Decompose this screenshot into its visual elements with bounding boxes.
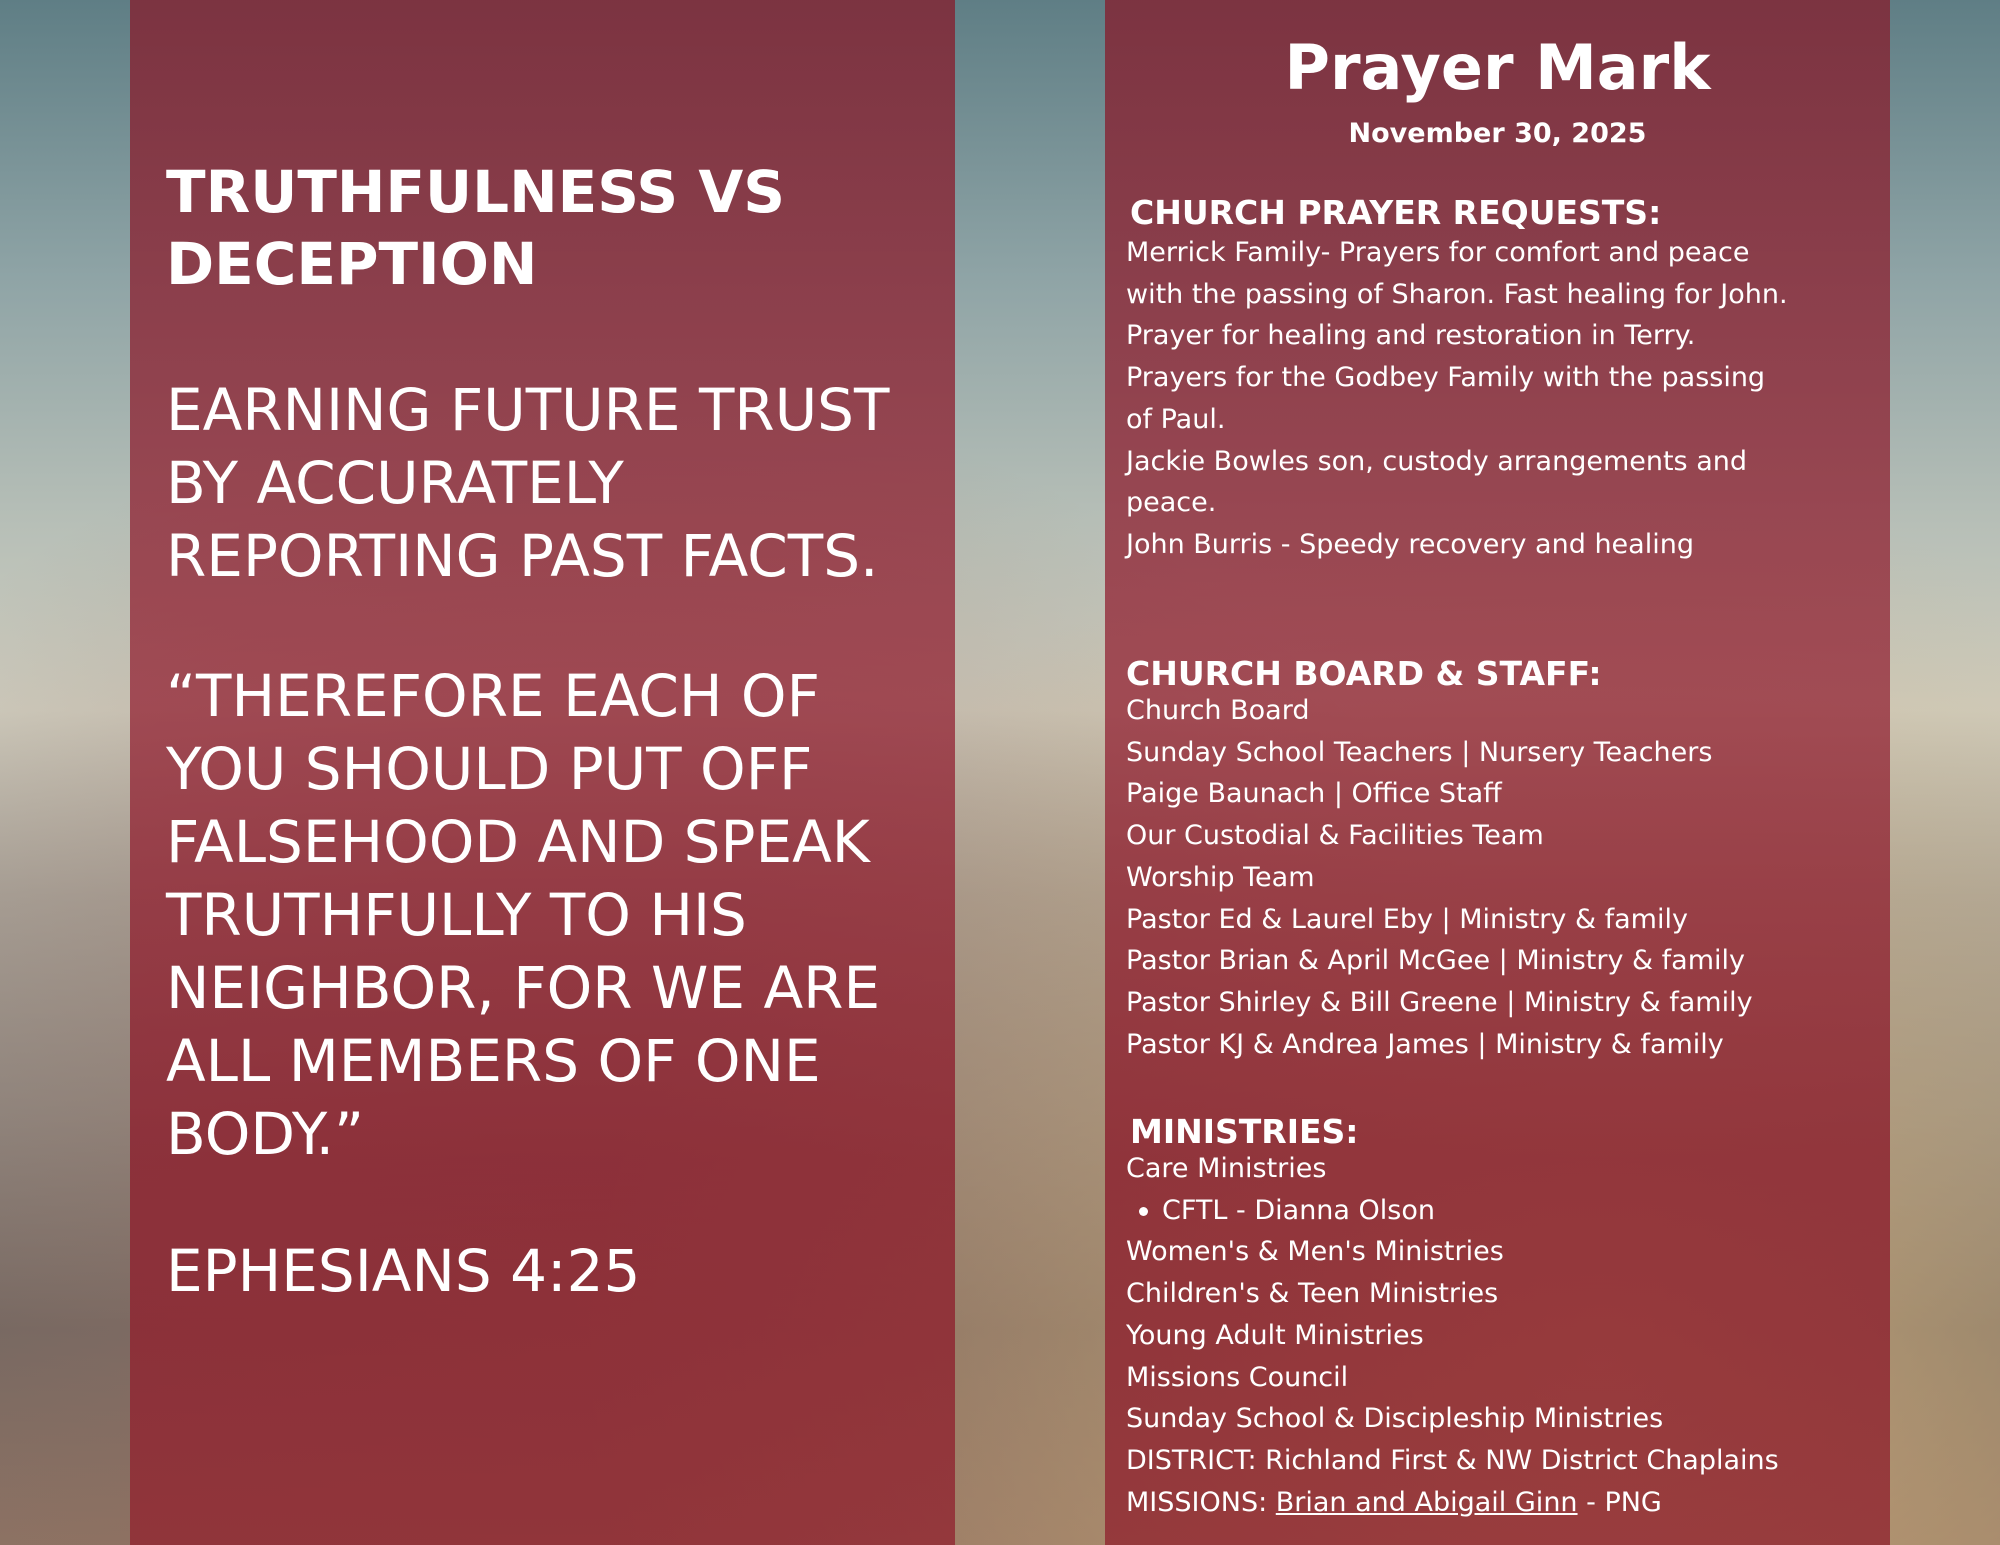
quote-line: YOU SHOULD PUT OFF [166, 735, 813, 803]
missions-suffix: - PNG [1577, 1486, 1662, 1518]
board-staff-line: Pastor KJ & Andrea James | Ministry & family [1126, 1028, 1724, 1060]
prayer-request-line: Prayers for the Godbey Family with the passing [1126, 362, 1766, 394]
prayer-request-line: peace. [1126, 487, 1217, 519]
ministries-list [1126, 1148, 1886, 1523]
quote-line: ALL MEMBERS OF ONE [166, 1027, 821, 1095]
prayer-requests-heading: CHURCH PRAYER REQUESTS: [1130, 193, 1662, 232]
left-panel [130, 0, 955, 1545]
ministry-bullet-item: CFTL - Dianna Olson [1126, 1190, 1886, 1232]
board-staff-line: Worship Team [1126, 861, 1315, 893]
quote-line: “THEREFORE EACH OF [166, 662, 820, 730]
ministries-heading: MINISTRIES: [1130, 1112, 1359, 1151]
prayer-request-line: John Burris - Speedy recovery and healing [1126, 528, 1694, 560]
board-staff-list [1126, 690, 1886, 1065]
prayer-request-line: Prayer for healing and restoration in Terry. [1126, 320, 1696, 352]
prayer-request-line: of Paul. [1126, 403, 1226, 435]
quote-line: BODY.” [166, 1100, 365, 1168]
quote-line: FALSEHOOD AND SPEAK [166, 808, 870, 876]
ministry-line: Women's & Men's Ministries [1126, 1236, 1504, 1268]
ministry-line: Missions Council [1126, 1361, 1349, 1393]
ministry-line: Sunday School & Discipleship Ministries [1126, 1403, 1664, 1435]
missions-line [1126, 1482, 1886, 1524]
board-staff-line: Pastor Ed & Laurel Eby | Ministry & family [1126, 903, 1688, 935]
right-panel [1105, 0, 1890, 1545]
sermon-title-line: DECEPTION [166, 230, 538, 298]
quote-line: NEIGHBOR, FOR WE ARE [166, 954, 881, 1022]
board-staff-line: Church Board [1126, 695, 1310, 726]
board-staff-line: Pastor Brian & April McGee | Ministry & family [1126, 945, 1746, 977]
subtitle-line: EARNING FUTURE TRUST [166, 376, 890, 444]
missions-prefix: MISSIONS: [1126, 1486, 1276, 1518]
scripture-reference: EPHESIANS 4:25 [166, 1237, 641, 1305]
board-staff-line: Pastor Shirley & Bill Greene | Ministry & family [1126, 986, 1753, 1018]
prayer-request-line: with the passing of Sharon. Fast healing for John. [1126, 278, 1788, 310]
ministry-line: Children's & Teen Ministries [1126, 1278, 1499, 1310]
prayer-mark-title: Prayer Mark [1284, 31, 1711, 104]
prayer-requests-list [1126, 232, 1886, 566]
prayer-mark-date: November 30, 2025 [1348, 118, 1647, 149]
scripture-quote [166, 660, 946, 1171]
board-staff-line: Paige Baunach | Office Staff [1126, 778, 1502, 810]
sermon-subtitle [166, 374, 946, 593]
quote-line: TRUTHFULLY TO HIS [166, 881, 747, 949]
prayer-request-line: Merrick Family- Prayers for comfort and peace [1126, 237, 1750, 268]
missions-link[interactable]: Brian and Abigail Ginn [1275, 1486, 1578, 1518]
prayer-request-line: Jackie Bowles son, custody arrangements and [1126, 445, 1747, 477]
board-staff-line: Our Custodial & Facilities Team [1126, 820, 1544, 852]
board-staff-line: Sunday School Teachers | Nursery Teachers [1126, 736, 1713, 768]
ministry-line: Young Adult Ministries [1126, 1319, 1424, 1351]
board-staff-heading: CHURCH BOARD & STAFF: [1126, 654, 1602, 693]
ministry-line: DISTRICT: Richland First & NW District Chaplains [1126, 1444, 1779, 1476]
sermon-title [166, 156, 926, 300]
subtitle-line: REPORTING PAST FACTS. [166, 522, 879, 590]
sermon-title-line: TRUTHFULNESS VS [166, 158, 786, 226]
subtitle-line: BY ACCURATELY [166, 449, 624, 517]
ministry-line: Care Ministries [1126, 1153, 1327, 1184]
